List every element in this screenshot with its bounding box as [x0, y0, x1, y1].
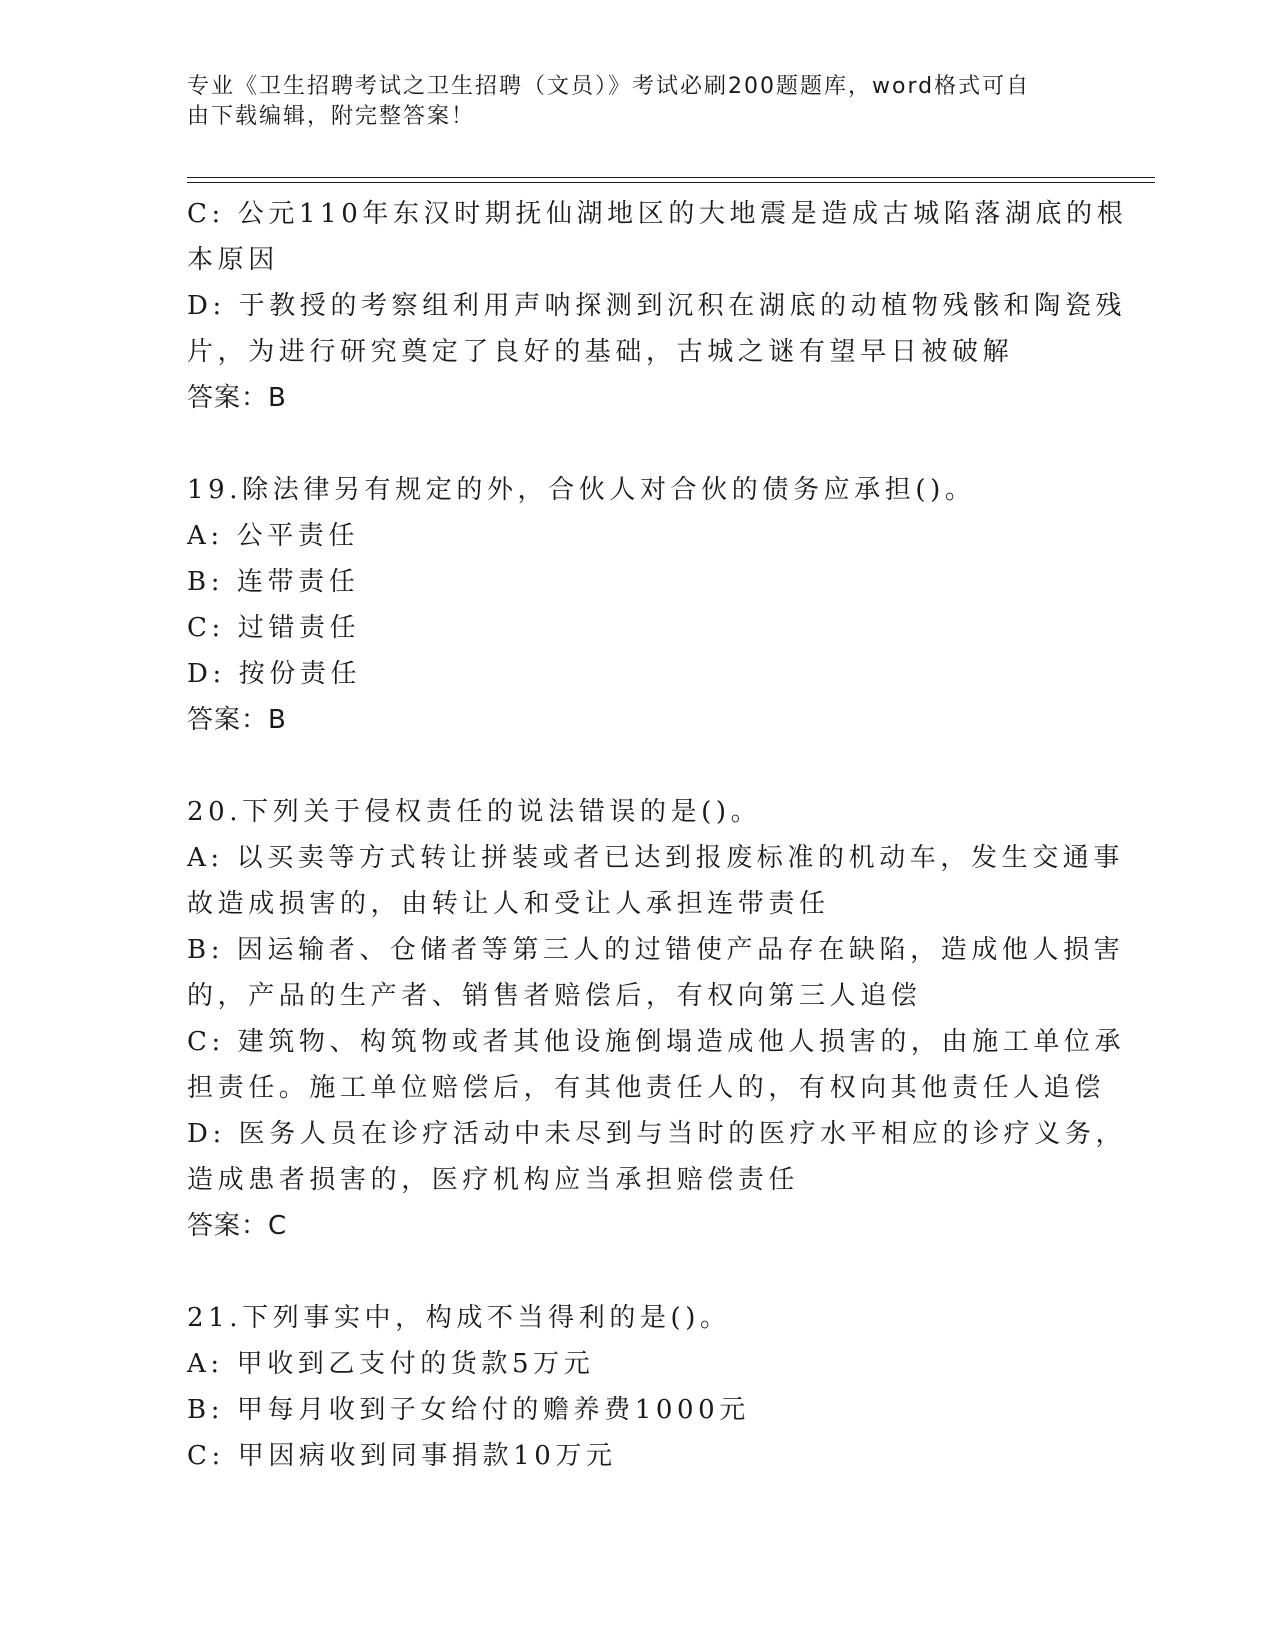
- question-19: [187, 467, 1092, 743]
- option-b-line-2: 的，产品的生产者、销售者赔偿后，有权向第三人追偿: [187, 981, 922, 1011]
- spacer: [187, 421, 1092, 467]
- question-stem: 20.下列关于侵权责任的说法错误的是()。: [187, 797, 762, 827]
- header-rule-top: [187, 177, 1155, 178]
- option-b: B: 甲每月收到子女给付的赡养费1000元: [187, 1395, 750, 1425]
- option-c-line-2: 担责任。施工单位赔偿后，有其他责任人的，有权向其他责任人追偿: [187, 1073, 1106, 1103]
- header-line-2: 由下载编辑，附完整答案！: [187, 104, 476, 129]
- question-stem: 21.下列事实中，构成不当得利的是()。: [187, 1303, 731, 1333]
- option-d: D: 按份责任: [187, 659, 362, 689]
- question-stem: 19.除法律另有规定的外，合伙人对合伙的债务应承担()。: [187, 475, 976, 505]
- option-a: A: 甲收到乙支付的货款5万元: [187, 1349, 595, 1379]
- question-18-tail: [187, 191, 1128, 421]
- option-d-line-1: D: 医务人员在诊疗活动中未尽到与当时的医疗水平相应的诊疗义务，: [187, 1119, 1127, 1149]
- answer-line: 答案：B: [187, 705, 287, 735]
- question-21: [187, 1295, 1092, 1479]
- option-b: B: 连带责任: [187, 567, 360, 597]
- option-a: A: 公平责任: [187, 521, 360, 551]
- option-d-line-2: 造成患者损害的，医疗机构应当承担赔偿责任: [187, 1165, 800, 1195]
- option-d-line-2: 片，为进行研究奠定了良好的基础，古城之谜有望早日被破解: [187, 337, 1014, 367]
- option-b-line-1: B: 因运输者、仓储者等第三人的过错使产品存在缺陷，造成他人损害: [187, 935, 1125, 965]
- document-header: [187, 72, 1067, 132]
- option-c: C: 过错责任: [187, 613, 361, 643]
- header-line-1: 专业《卫生招聘考试之卫生招聘（文员）》考试必刷200题题库，word格式可自: [187, 74, 1031, 99]
- option-d-line-1: D: 于教授的考察组利用声呐探测到沉积在湖底的动植物残骸和陶瓷残: [187, 291, 1127, 321]
- question-content: [187, 191, 1128, 1479]
- answer-line: 答案：B: [187, 383, 287, 413]
- question-20: [187, 789, 1127, 1249]
- option-a-line-2: 故造成损害的，由转让人和受让人承担连带责任: [187, 889, 830, 919]
- option-a-line-1: A: 以买卖等方式转让拼装或者已达到报废标准的机动车，发生交通事: [187, 843, 1125, 873]
- option-c-line-1: C: 建筑物、构筑物或者其他设施倒塌造成他人损害的，由施工单位承: [187, 1027, 1126, 1057]
- spacer: [187, 1249, 1092, 1295]
- option-c-line-1: C: 公元110年东汉时期抚仙湖地区的大地震是造成古城陷落湖底的根: [187, 199, 1128, 229]
- spacer: [187, 743, 1092, 789]
- header-rule-bottom: [187, 182, 1155, 183]
- answer-line: 答案：C: [187, 1211, 288, 1241]
- option-c-line-2: 本原因: [187, 245, 279, 275]
- option-c: C: 甲因病收到同事捐款10万元: [187, 1441, 617, 1471]
